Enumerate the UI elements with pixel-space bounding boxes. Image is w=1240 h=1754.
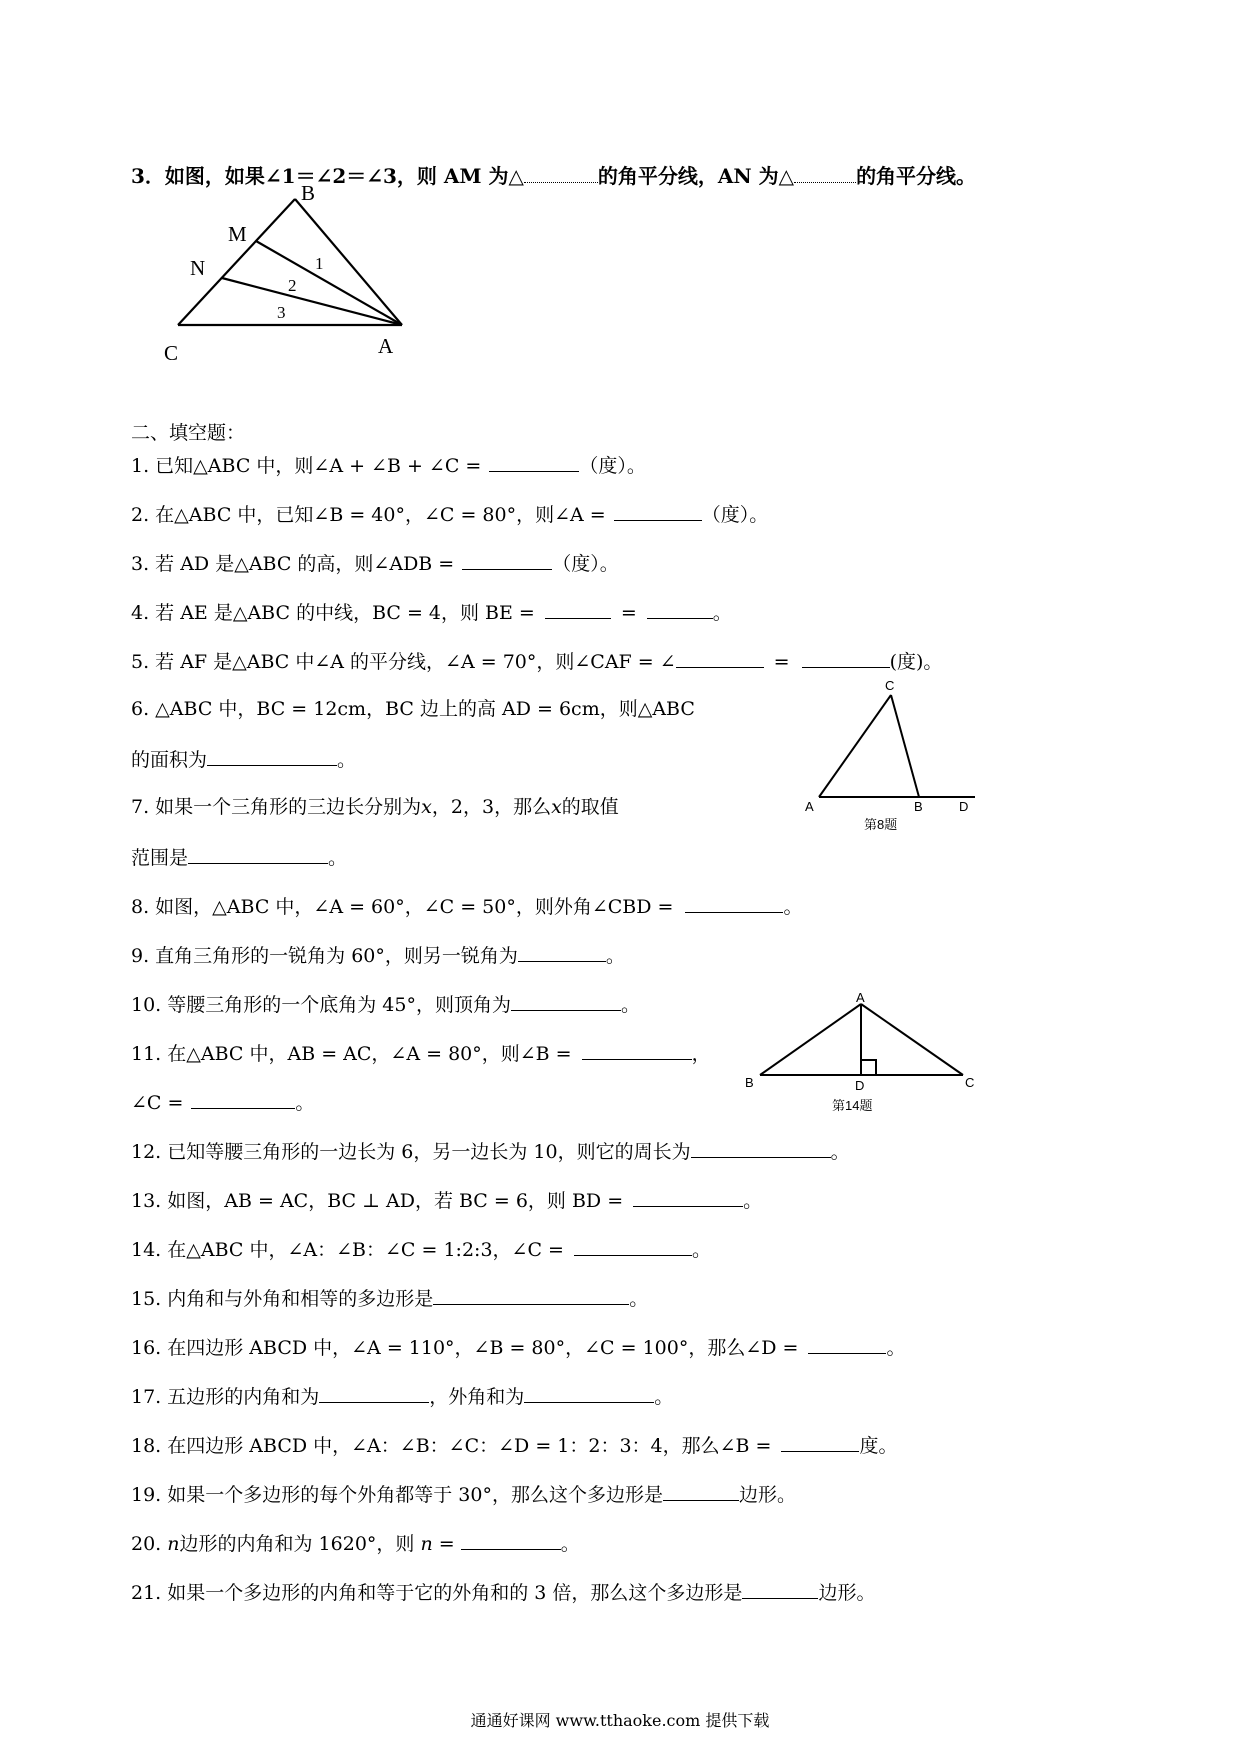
blank-an-triangle[interactable]	[794, 162, 856, 183]
fig8-label-d: D	[959, 799, 969, 814]
item-8-end: 。	[783, 896, 803, 918]
blank-2[interactable]	[614, 501, 702, 521]
side-ab	[295, 199, 402, 325]
item-17-end: 。	[654, 1386, 674, 1408]
list-item-20	[131, 1530, 580, 1556]
fig8-label-c: C	[885, 678, 895, 693]
list-item-14	[131, 1236, 711, 1262]
item-20-text: 边形的内角和为 1620°，则	[179, 1533, 415, 1555]
item-13-text: 13. 如图，AB = AC，BC ⊥ AD，若 BC = 6，则 BD =	[131, 1190, 624, 1212]
item-4-end: 。	[712, 602, 732, 624]
blank-6[interactable]	[207, 746, 337, 766]
blank-7[interactable]	[188, 844, 328, 864]
blank-21[interactable]	[742, 1579, 818, 1599]
item-18-text: 18. 在四边形 ABCD 中，∠A：∠B：∠C：∠D = 1：2：3：4，那么∠B =	[131, 1435, 772, 1457]
label-b: B	[301, 185, 316, 205]
item-16-end: 。	[886, 1337, 906, 1359]
figure-q3-triangle	[150, 185, 410, 370]
label-m: M	[228, 222, 247, 246]
item-5-eq: =	[773, 651, 790, 673]
blank-13[interactable]	[633, 1187, 743, 1207]
item-1-unit: （度）。	[579, 455, 646, 477]
label-angle-2: 2	[288, 276, 297, 295]
item-12-text: 12. 已知等腰三角形的一边长为 6，另一边长为 10，则它的周长为	[131, 1141, 691, 1163]
blank-9[interactable]	[518, 942, 606, 962]
list-item-11	[131, 1040, 711, 1066]
blank-4b[interactable]	[647, 599, 713, 619]
item-15-text: 15. 内角和与外角和相等的多边形是	[131, 1288, 434, 1310]
item-20-end: 。	[560, 1533, 580, 1555]
segment-an	[222, 278, 402, 325]
list-item-11-cont	[131, 1089, 314, 1115]
item-11-text-2: ∠C =	[131, 1092, 184, 1114]
item-4-text: 4. 若 AE 是△ABC 的中线，BC = 4，则 BE =	[131, 602, 535, 624]
blank-3[interactable]	[462, 550, 552, 570]
fig8-label-a: A	[805, 799, 814, 814]
item-20-num: 20.	[131, 1533, 162, 1555]
list-item-18	[131, 1432, 898, 1458]
figure-14-triangle	[738, 988, 988, 1118]
item-20-var-n: n	[167, 1533, 180, 1555]
item-19-end: 边形。	[738, 1484, 796, 1506]
blank-11b[interactable]	[191, 1089, 295, 1109]
item-18-end: 度。	[859, 1435, 898, 1457]
problem-3-text-a: 3．如图，如果∠1＝∠2＝∠3，则 AM 为△	[131, 164, 524, 188]
item-19-text: 19. 如果一个多边形的每个外角都等于 30°，那么这个多边形是	[131, 1484, 663, 1506]
figure-8-triangle	[800, 678, 1000, 838]
blank-12[interactable]	[691, 1138, 831, 1158]
item-7-var-x: x	[421, 796, 432, 818]
item-6-text-2: 的面积为	[131, 749, 208, 771]
side-cb	[891, 695, 919, 797]
problem-3-text-b: 的角平分线，AN 为△	[597, 164, 795, 188]
page-footer: 通通好课网 www.tthaoke.com 提供下载	[470, 1711, 770, 1730]
item-11-comma: ，	[691, 1043, 711, 1065]
blank-5b[interactable]	[802, 648, 890, 668]
item-5-text: 5. 若 AF 是△ABC 中∠A 的平分线，∠A = 70°，则∠CAF = ∠	[131, 651, 676, 673]
blank-8[interactable]	[685, 893, 783, 913]
list-item-19	[131, 1481, 796, 1507]
list-item-16	[131, 1334, 905, 1360]
blank-4a[interactable]	[545, 599, 611, 619]
item-9-text: 9. 直角三角形的一锐角为 60°，则另一锐角为	[131, 945, 518, 967]
list-item-13	[131, 1187, 762, 1213]
list-item-2	[131, 501, 768, 527]
label-n: N	[190, 256, 206, 280]
list-item-6	[131, 697, 695, 721]
fig14-label-b: B	[745, 1075, 754, 1090]
label-c: C	[164, 341, 179, 365]
item-6-end: 。	[337, 749, 357, 771]
list-item-7-cont	[131, 844, 347, 870]
item-21-end: 边形。	[818, 1582, 876, 1604]
fig14-label-d: D	[855, 1078, 865, 1093]
item-11-end: 。	[295, 1092, 315, 1114]
item-14-text: 14. 在△ABC 中，∠A：∠B：∠C = 1:2:3，∠C =	[131, 1239, 564, 1261]
item-10-text: 10. 等腰三角形的一个底角为 45°，则顶角为	[131, 994, 511, 1016]
item-9-end: 。	[605, 945, 625, 967]
fig14-label-a: A	[856, 990, 865, 1005]
blank-16[interactable]	[808, 1334, 886, 1354]
item-15-end: 。	[629, 1288, 649, 1310]
list-item-7	[131, 795, 619, 819]
item-3-text: 3. 若 AD 是△ABC 的高，则∠ADB =	[131, 553, 455, 575]
item-2-text: 2. 在△ABC 中，已知∠B = 40°，∠C = 80°，则∠A =	[131, 504, 606, 526]
list-item-4	[131, 599, 732, 625]
item-7-text: 7. 如果一个三角形的三边长分别为	[131, 796, 422, 818]
item-7-end: 。	[328, 847, 348, 869]
item-3-unit: （度）。	[552, 553, 619, 575]
right-angle-mark	[861, 1060, 876, 1075]
item-6-text: 6. △ABC 中，BC = 12cm，BC 边上的高 AD = 6cm，则△ABC	[131, 698, 695, 720]
list-item-5	[131, 648, 942, 674]
item-20-var-n-2: n	[420, 1533, 433, 1555]
blank-10[interactable]	[511, 991, 621, 1011]
item-1-text: 1. 已知△ABC 中，则∠A + ∠B + ∠C =	[131, 455, 482, 477]
label-angle-1: 1	[315, 254, 324, 273]
blank-15[interactable]	[433, 1285, 629, 1305]
label-angle-3: 3	[277, 303, 286, 322]
item-16-text: 16. 在四边形 ABCD 中，∠A = 110°，∠B = 80°，∠C = 100°，那么∠D =	[131, 1337, 799, 1359]
list-item-3	[131, 550, 619, 576]
list-item-17	[131, 1383, 673, 1409]
fig8-caption: 第8题	[864, 817, 898, 832]
item-12-end: 。	[830, 1141, 850, 1163]
item-7-text-2: ，2，3，那么	[431, 796, 552, 818]
item-8-text: 8. 如图，△ABC 中，∠A = 60°，∠C = 50°，则外角∠CBD =	[131, 896, 674, 918]
section-title: 二、填空题：	[131, 422, 246, 444]
blank-17a[interactable]	[319, 1383, 429, 1403]
list-item-21	[131, 1579, 875, 1605]
list-item-15	[131, 1285, 648, 1311]
item-11-text: 11. 在△ABC 中，AB = AC，∠A = 80°，则∠B =	[131, 1043, 572, 1065]
side-ac	[819, 695, 891, 797]
blank-18[interactable]	[781, 1432, 859, 1452]
blank-14[interactable]	[574, 1236, 692, 1256]
item-17-text: 17. 五边形的内角和为	[131, 1386, 320, 1408]
blank-19[interactable]	[663, 1481, 739, 1501]
item-10-end: 。	[620, 994, 640, 1016]
fig14-label-c: C	[965, 1075, 975, 1090]
blank-5a[interactable]	[676, 648, 764, 668]
fig14-caption: 第14题	[832, 1098, 873, 1113]
label-a: A	[378, 334, 394, 358]
list-item-12	[131, 1138, 850, 1164]
item-20-eq: =	[438, 1533, 455, 1555]
list-item-6-cont	[131, 746, 356, 772]
item-4-eq: =	[620, 602, 637, 624]
problem-3-text-c: 的角平分线。	[856, 164, 977, 188]
item-7-text-4: 范围是	[131, 847, 189, 869]
blank-11a[interactable]	[582, 1040, 692, 1060]
item-7-text-3: 的取值	[561, 796, 619, 818]
item-13-end: 。	[743, 1190, 763, 1212]
blank-am-triangle[interactable]	[524, 162, 598, 183]
item-7-var-x-2: x	[551, 796, 562, 818]
blank-20[interactable]	[461, 1530, 561, 1550]
list-item-1	[131, 452, 646, 478]
fig8-label-b: B	[914, 799, 923, 814]
blank-1[interactable]	[489, 452, 579, 472]
list-item-9	[131, 942, 625, 968]
list-item-10	[131, 991, 640, 1017]
item-14-end: 。	[691, 1239, 711, 1261]
item-5-unit: (度)。	[889, 651, 943, 673]
blank-17b[interactable]	[524, 1383, 654, 1403]
side-ba	[760, 1004, 861, 1075]
item-2-unit: （度）。	[701, 504, 769, 526]
item-21-text: 21. 如果一个多边形的内角和等于它的外角和的 3 倍，那么这个多边形是	[131, 1582, 743, 1604]
item-17-text-2: ，外角和为	[429, 1386, 525, 1408]
list-item-8	[131, 893, 802, 919]
